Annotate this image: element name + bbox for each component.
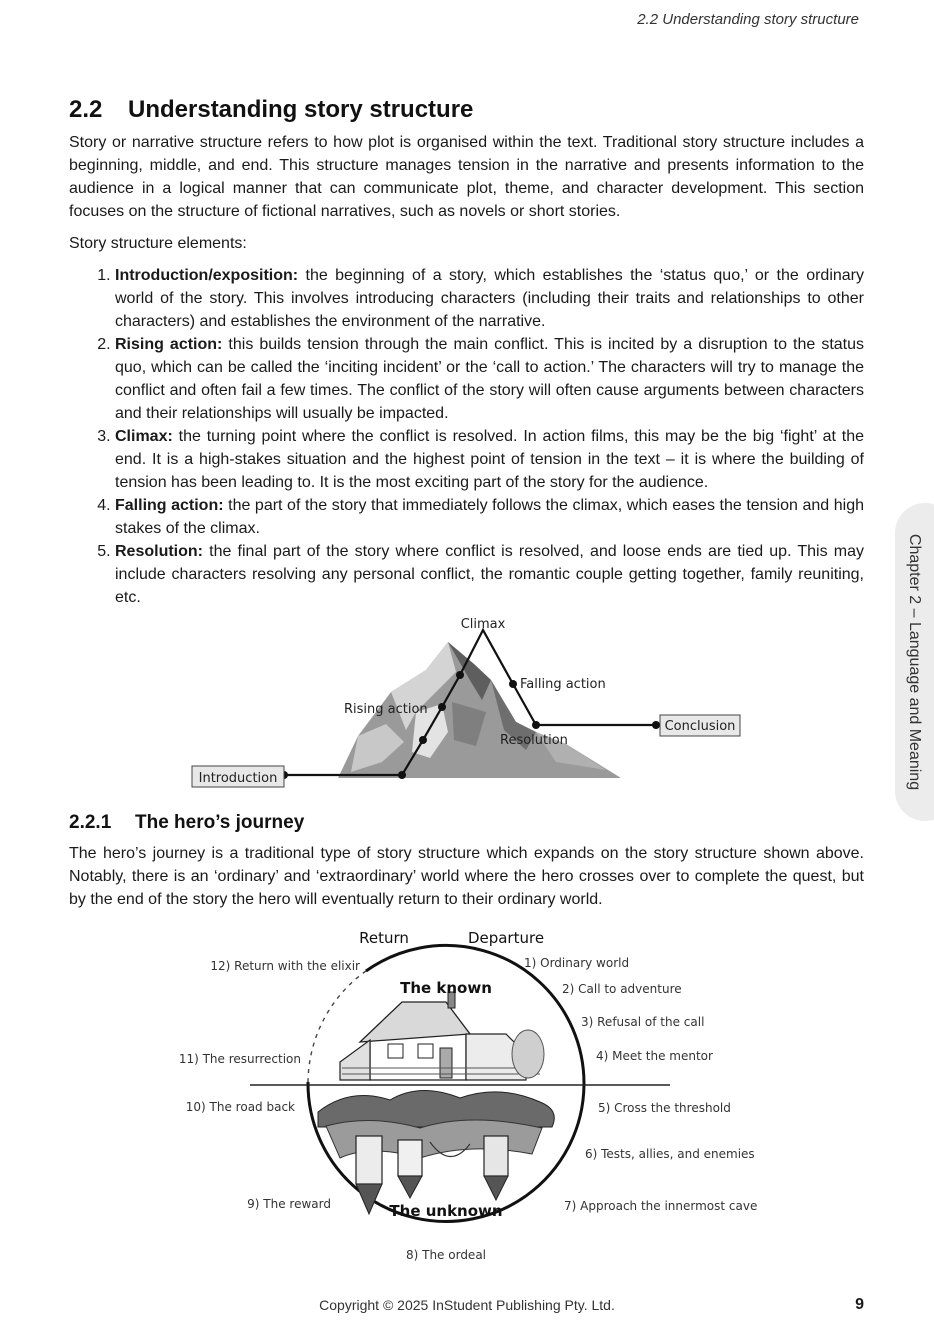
element-term: Resolution: (115, 543, 203, 560)
conclusion-point (652, 721, 660, 729)
stage-label: 11) The resurrection (178, 1052, 301, 1066)
chapter-tab-label: Chapter 2 – Language and Meaning (906, 533, 923, 791)
stage-label: 8) The ordeal (405, 1248, 487, 1262)
castle-forest-illustration (318, 1090, 554, 1214)
introduction-label: Introduction (198, 771, 278, 786)
stage-label: 12) Return with the elixir (210, 959, 360, 973)
falling-action-label: Falling action (520, 677, 606, 692)
page-number: 9 (855, 1296, 864, 1313)
rising-point (419, 736, 427, 744)
plot-structure-diagram (186, 612, 746, 792)
section-heading (69, 96, 864, 124)
element-text: the turning point where the conflict is resolved. In action films, this may be the big ‘fight’ at the end. It is a high-stakes situation and the highest point of tension in the text – it is where the building of tension has been leading to. It is the most exciting part of the story for the audience. (115, 428, 864, 491)
subsection-number: 2.2.1 (69, 812, 112, 833)
conclusion-label: Conclusion (664, 719, 736, 734)
list-item (115, 540, 864, 609)
stage-label: 3) Refusal of the call (581, 1015, 705, 1029)
subsection-heading (69, 812, 864, 834)
element-text: the part of the story that immediately follows the climax, which eases the tension and high stakes of the climax. (115, 497, 864, 537)
return-label: Return (359, 929, 409, 947)
list-item (115, 333, 864, 425)
unknown-label: The unknown (389, 1202, 503, 1220)
list-item (115, 494, 864, 540)
elements-lead: Story structure elements: (69, 235, 247, 252)
house-illustration (340, 992, 544, 1080)
stage-label: 10) The road back (185, 1100, 295, 1114)
departure-label: Departure (467, 929, 545, 947)
rising-point (438, 703, 446, 711)
section-title: Understanding story structure (128, 96, 474, 123)
subsection-content (69, 812, 864, 911)
element-term: Introduction/exposition: (115, 267, 299, 284)
element-term: Climax: (115, 428, 173, 445)
main-content (69, 96, 864, 609)
stage-label: 6) Tests, allies, and enemies (585, 1147, 755, 1161)
stage-label: 1) Ordinary world (524, 956, 630, 970)
element-term: Falling action: (115, 497, 224, 514)
running-head: 2.2 Understanding story structure (637, 11, 859, 28)
element-term: Rising action: (115, 336, 223, 353)
stage-label: 9) The reward (247, 1197, 331, 1211)
rising-action-label: Rising action (344, 702, 428, 717)
subsection-title: The hero’s journey (135, 812, 305, 833)
rising-point (456, 671, 464, 679)
stage-label: 2) Call to adventure (562, 982, 682, 996)
resolution-label: Resolution (500, 733, 568, 748)
stage-label: 7) Approach the innermost cave (564, 1199, 758, 1213)
heros-journey-diagram (170, 922, 760, 1272)
climax-label: Climax (460, 617, 506, 632)
resolution-point (532, 721, 540, 729)
list-item (115, 264, 864, 333)
stage-label: 5) Cross the threshold (598, 1101, 731, 1115)
element-text: the beginning of a story, which establishes the ‘status quo,’ or the ordinary world of the story. This involves introducing characters (including their traits and relationships to other characters) and establishes the environment of the narrative. (115, 267, 864, 330)
stage-label: 4) Meet the mentor (596, 1049, 713, 1063)
footer-copyright: Copyright © 2025 InStudent Publishing Pty. Ltd. (319, 1297, 615, 1313)
element-text: this builds tension through the main conflict. This is incited by a disruption to the status quo, which can be called the ‘inciting incident’ or the ‘call to action.’ The characters will try to manage the conflict and often fail a few times. The conflict of the story will often cause arguments between characters and their relationships will usually be impacted. (115, 336, 865, 422)
subsection-text: The hero’s journey is a traditional type of story structure which expands on the story structure shown above. Notably, there is an ‘ordinary’ and ‘extraordinary’ world where the hero crosses over to complete the quest, but by the end of the story the hero will eventually return to their ordinary world. (69, 845, 864, 908)
section-intro: Story or narrative structure refers to how plot is organised within the text. Traditional story structure includes a beginning, middle, and end. This structure manages tension in the narrative and presents information to the audience in a logical manner that can communicate plot, theme, and character development. This section focuses on the structure of fictional narratives, such as novels or short stories. (69, 134, 864, 220)
element-text: the final part of the story where conflict is resolved, and loose ends are tied up. This may include characters resolving any personal conflict, the romantic couple getting together, family reuniting, etc. (115, 543, 864, 606)
known-label: The known (400, 979, 492, 997)
elements-list (69, 264, 864, 609)
list-item (115, 425, 864, 494)
falling-action-point (509, 680, 517, 688)
section-number: 2.2 (69, 96, 103, 123)
start-rising-point (398, 771, 406, 779)
